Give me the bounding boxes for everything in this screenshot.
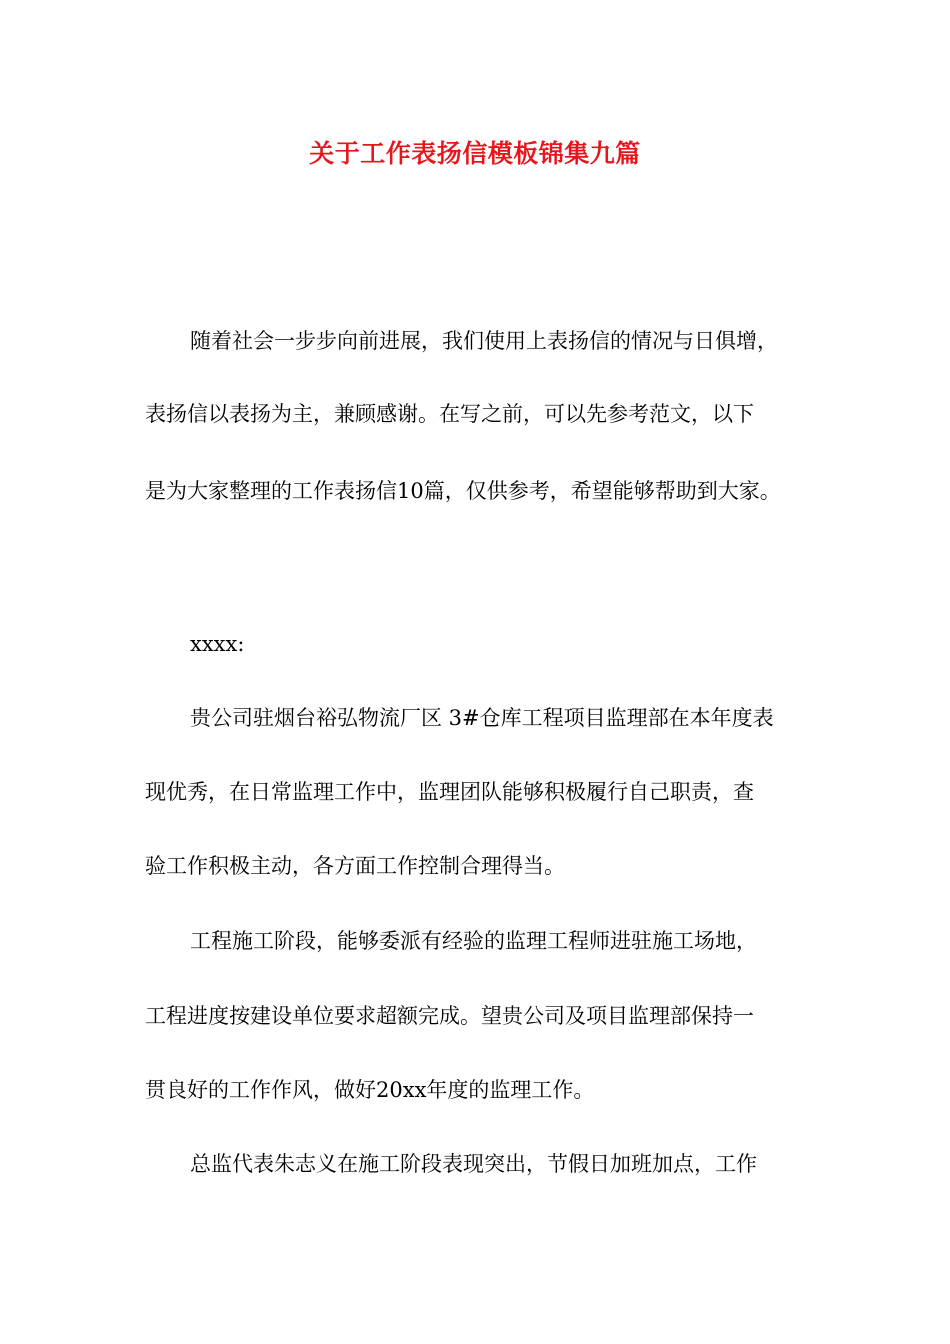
paragraph-line: 现优秀，在日常监理工作中，监理团队能够积极履行自己职责，查 xyxy=(145,780,754,804)
paragraph-line: 贯良好的工作作风，做好20xx年度的监理工作。 xyxy=(145,1078,595,1102)
paragraph-line: 是为大家整理的工作表扬信10篇，仅供参考，希望能够帮助到大家。 xyxy=(145,479,781,503)
paragraph-line: 工程进度按建设单位要求超额完成。望贵公司及项目监理部保持一 xyxy=(145,1004,754,1028)
document-title: 关于工作表扬信模板锦集九篇 xyxy=(309,139,641,168)
salutation: xxxx: xyxy=(190,632,245,656)
paragraph-line: 贵公司驻烟台裕弘物流厂区 3#仓库工程项目监理部在本年度表 xyxy=(190,706,774,730)
paragraph-line: 表扬信以表扬为主，兼顾感谢。在写之前，可以先参考范文，以下 xyxy=(145,402,754,426)
paragraph-line: 工程施工阶段，能够委派有经验的监理工程师进驻施工场地， xyxy=(190,929,757,953)
paragraph-line: 验工作积极主动，各方面工作控制合理得当。 xyxy=(145,854,565,878)
paragraph-line: 随着社会一步步向前进展，我们使用上表扬信的情况与日俱增， xyxy=(190,329,778,353)
paragraph-line: 总监代表朱志义在施工阶段表现突出，节假日加班加点，工作 xyxy=(190,1152,757,1176)
